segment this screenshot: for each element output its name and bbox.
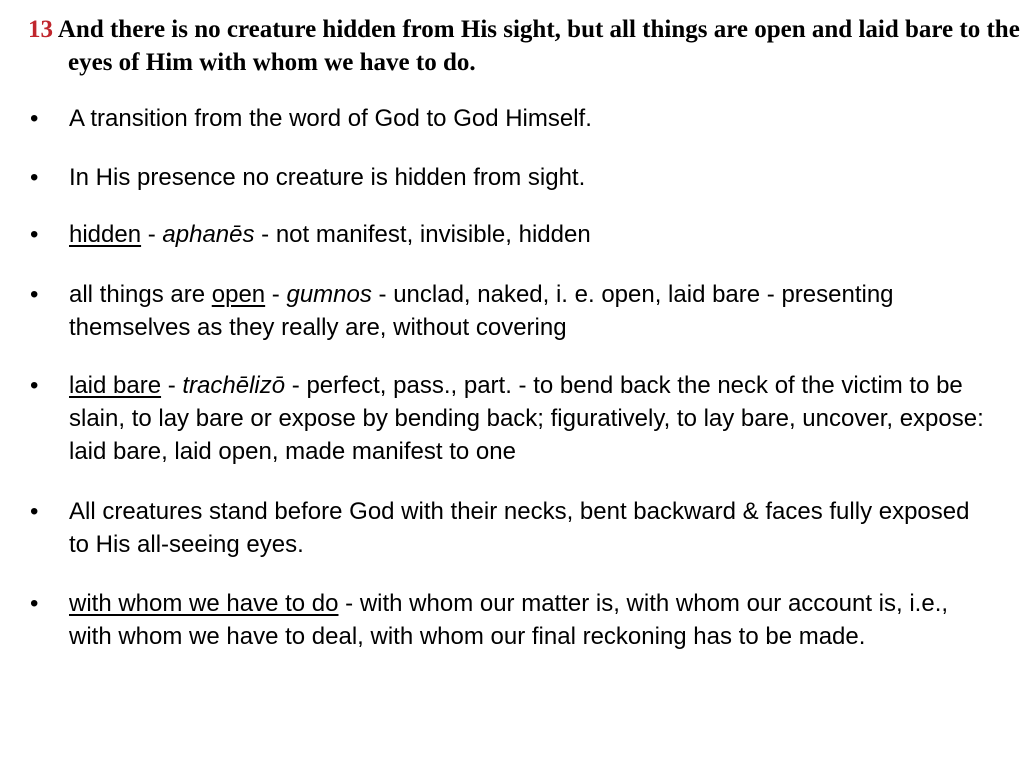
definition-text: - not manifest, invisible, hidden (254, 221, 591, 248)
separator: - (265, 281, 287, 308)
bullet-definition (69, 369, 990, 468)
term-laid-bare: laid bare (69, 372, 162, 399)
bullet-item (30, 278, 990, 344)
bullet-marker: • (30, 281, 39, 308)
greek-word: trachēlizō (182, 372, 286, 399)
bullet-text: All creatures stand before God with their necks, bent backward & faces fully exposed to His all-seeing eyes. (69, 498, 970, 558)
bullet-item (30, 102, 990, 135)
definition-text: - with whom our matter is, with whom our account is, i.e., with whom we have to deal, with whom our final reckoning has to be made. (69, 590, 949, 650)
bullet-marker: • (30, 164, 39, 191)
definition-text: - unclad, naked, i. e. open, laid bare - presenting themselves as they really are, without covering (69, 281, 894, 341)
bullet-definition (69, 278, 990, 344)
bullet-marker: • (30, 372, 39, 399)
greek-word: aphanēs (162, 221, 255, 248)
term-with-whom: with whom we have to do (69, 590, 339, 617)
bullet-marker: • (30, 105, 39, 132)
term-prefix: all things are (69, 281, 212, 308)
bullet-item (30, 495, 990, 561)
greek-word: gumnos (286, 281, 372, 308)
bullet-item (30, 161, 990, 194)
definition-text: - perfect, pass., part. - to bend back the neck of the victim to be slain, to lay bare or expose by bending back; figuratively, to lay bare, uncover, expose: laid bare, laid open, made manifest to one (69, 372, 984, 465)
bullet-definition (69, 587, 990, 653)
bullet-item (30, 218, 990, 251)
bullet-item (30, 587, 990, 653)
bullet-marker: • (30, 498, 39, 525)
bullet-text: A transition from the word of God to God Himself. (69, 105, 592, 132)
verse-text: And there is no creature hidden from His sight, but all things are open and laid bare to the eyes of Him with whom we have to do. (53, 16, 1020, 76)
bullet-definition (69, 218, 990, 251)
separator: - (161, 372, 183, 399)
bullet-text: In His presence no creature is hidden from sight. (69, 164, 586, 191)
separator: - (141, 221, 163, 248)
term-open: open (211, 281, 266, 308)
verse-number: 13 (28, 16, 53, 43)
bullet-marker: • (30, 590, 39, 617)
bullet-marker: • (30, 221, 39, 248)
term-hidden: hidden (69, 221, 142, 248)
bullet-item (30, 369, 990, 468)
